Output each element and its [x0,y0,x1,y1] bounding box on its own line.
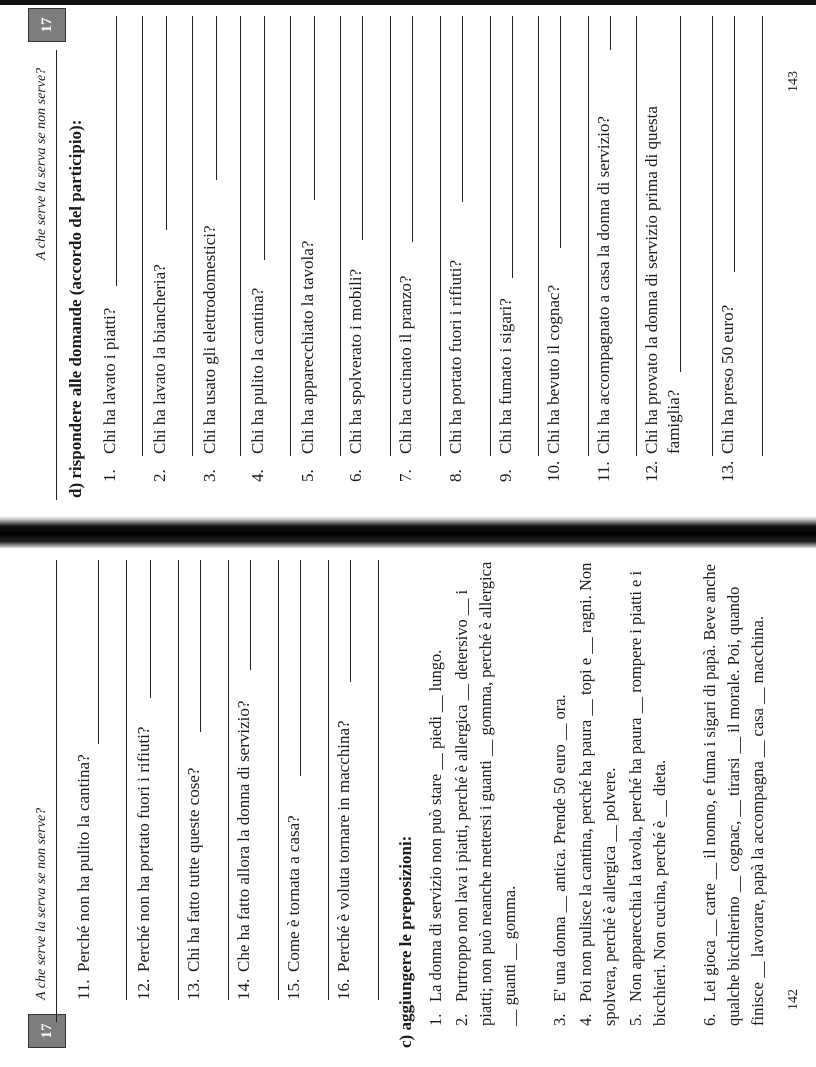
question-text: Chi ha fumato i sigari? [496,298,515,454]
question-d-4 [248,288,268,482]
question-text: Chi ha fatto tutte queste cose? [184,767,203,972]
answer-line [390,16,391,456]
answer-line [412,16,413,242]
answer-line [340,16,341,456]
question-16 [334,720,354,1000]
question-number: 13. [184,978,203,1000]
question-d-11 [594,116,614,482]
question-text: Perché è voluta tornare in macchina? [334,720,353,972]
header-rule [56,50,57,500]
question-d-3 [200,225,220,482]
book-spine [0,516,816,548]
question-number: 12. [642,460,661,482]
question-number: 3. [200,469,219,482]
question-text: Chi ha preso 50 euro? [718,304,737,454]
question-d-9 [496,298,516,482]
answer-line [300,560,301,776]
running-head: A che serve la serva se non serve? [34,807,49,1000]
question-text: Che ha fatto allora la donna di servizio? [234,700,253,972]
exercise-6 [698,560,770,1026]
exercise-text: Lei gioca __ carte __ il nonno, e fuma i sigari di papà. Beve anche qualche bicchierino __ cognac, __ tirarsi __ il morale. Poi, quando finisce __ lavorare, papà la accompagna __ casa __ macchina. [700,563,767,1026]
question-text: Chi ha spolverato i mobili? [346,268,365,454]
chapter-badge [28,1014,66,1048]
question-number: 5. [298,469,317,482]
question-number: 1. [100,469,119,482]
exercise-number: 5. [626,1013,645,1026]
answer-line [462,16,463,202]
answer-line [560,16,561,248]
question-number: 2. [150,469,169,482]
question-d-2 [150,264,170,482]
question-number: 13. [718,460,737,482]
answer-line [250,560,251,670]
section-d-title: d) rispondere alle domande (accordo del participio): [66,119,85,498]
question-text: Chi ha lavato i piatti? [100,307,119,454]
question-number: 16. [334,978,353,1000]
answer-line [378,560,379,1000]
question-d-13 [718,305,738,482]
section-c-title: c) aggiungere le preposizioni: [396,835,415,1048]
exercise-number: 6. [700,1013,719,1026]
answer-line [734,16,735,272]
page-number-142: 142 [786,989,801,1010]
answer-line [278,560,279,1000]
question-15 [284,815,304,1000]
page-143 [28,10,788,500]
exercise-number: 2. [452,1013,471,1026]
question-number: 4. [248,469,267,482]
answer-line [538,16,539,456]
question-number: 12. [134,978,153,1000]
question-12 [134,727,154,1000]
question-number: 9. [496,469,515,482]
chapter-badge-number: 17 [38,17,55,33]
exercise-text: Purtroppo non lava i piatti, perché è allergica __ detersivo __ i piatti; non può neanche mettersi i guanti __ gomma, perché è allergica __ guanti __ gomma. [452,561,519,1026]
answer-line [116,16,117,286]
header-rule [56,560,57,1022]
answer-line [490,16,491,456]
exercise-5 [624,560,672,1026]
chapter-badge [28,8,66,42]
question-d-6 [346,269,366,482]
question-number: 7. [396,469,415,482]
question-number: 15. [284,978,303,1000]
answer-line [290,16,291,456]
answer-line [610,16,611,50]
question-text: Come è tornata a casa? [284,815,303,972]
answer-line [680,16,681,372]
question-d-7 [396,276,416,482]
exercise-text: Poi non pulisce la cantina, perché ha paura __ topi e __ ragni. Non spolvera, perché è allergica __ polvere. [576,562,619,1026]
chapter-badge-number: 17 [38,1023,55,1039]
exercise-number: 3. [550,1013,569,1026]
top-rule [0,0,816,5]
question-text: Chi ha lavato la biancheria? [150,264,169,454]
question-text: Chi ha provato la donna di servizio prima di questa [642,106,661,454]
answer-line [240,16,241,456]
question-d-12 [642,106,662,482]
question-14 [234,701,254,1000]
question-d-8 [446,260,466,482]
question-number: 11. [74,979,93,1000]
answer-line [216,16,217,180]
answer-line [200,560,201,732]
question-number: 11. [594,461,613,482]
question-text: Chi ha apparecchiato la tavola? [298,240,317,454]
exercise-4 [574,560,622,1026]
question-text: Chi ha accompagnato a casa la donna di servizio? [594,116,613,454]
question-text: Chi ha pulito la cantina? [248,287,267,454]
question-d-1 [100,308,120,482]
answer-line [142,16,143,456]
answer-line [228,560,229,1000]
question-number: 14. [234,978,253,1000]
question-d-10 [544,285,564,482]
answer-line [362,16,363,240]
answer-line [314,16,315,200]
answer-line [762,16,763,456]
answer-line [166,16,167,230]
answer-line [636,16,637,456]
answer-line [264,16,265,260]
exercise-2 [450,560,522,1026]
answer-line [588,16,589,456]
answer-line [126,560,127,1000]
answer-line [192,16,193,456]
page-142 [28,560,788,1050]
question-text: Chi ha cucinato il pranzo? [396,275,415,454]
answer-line [712,16,713,456]
question-13 [184,768,204,1000]
exercise-text: E' una donna __ antica. Prende 50 euro __ ora. [550,694,569,1002]
exercise-text: Non apparecchia la tavola, perché ha paura __ rompere i piatti e i bicchieri. Non cucina, perché è __ dieta. [626,570,669,1026]
page-number-143: 143 [786,71,801,92]
answer-line [178,560,179,1000]
question-11 [74,754,94,1000]
question-text: Chi ha bevuto il cognac? [544,284,563,454]
question-text: Chi ha portato fuori i rifiuti? [446,259,465,454]
answer-line [350,560,351,682]
question-text: Perché non ha portato fuori i rifiuti? [134,726,153,972]
question-text: Perché non ha pulito la cantina? [74,754,93,972]
answer-line [512,16,513,278]
question-number: 8. [446,469,465,482]
answer-line [440,16,441,456]
exercise-number: 4. [576,1013,595,1026]
question-d-12-continuation: famiglia? [664,389,683,454]
exercise-number: 1. [426,1013,445,1026]
running-head: A che serve la serva se non serve? [34,67,49,260]
question-text: Chi ha usato gli elettrodomestici? [200,225,219,454]
answer-line [150,560,151,698]
answer-line [328,560,329,1000]
exercise-text: La donna di servizio non può stare __ piedi __ lungo. [426,649,445,1002]
question-number: 10. [544,460,563,482]
answer-line [98,560,99,744]
question-number: 6. [346,469,365,482]
question-d-5 [298,241,318,482]
exercise-3 [548,560,572,1026]
exercise-1 [424,560,448,1026]
